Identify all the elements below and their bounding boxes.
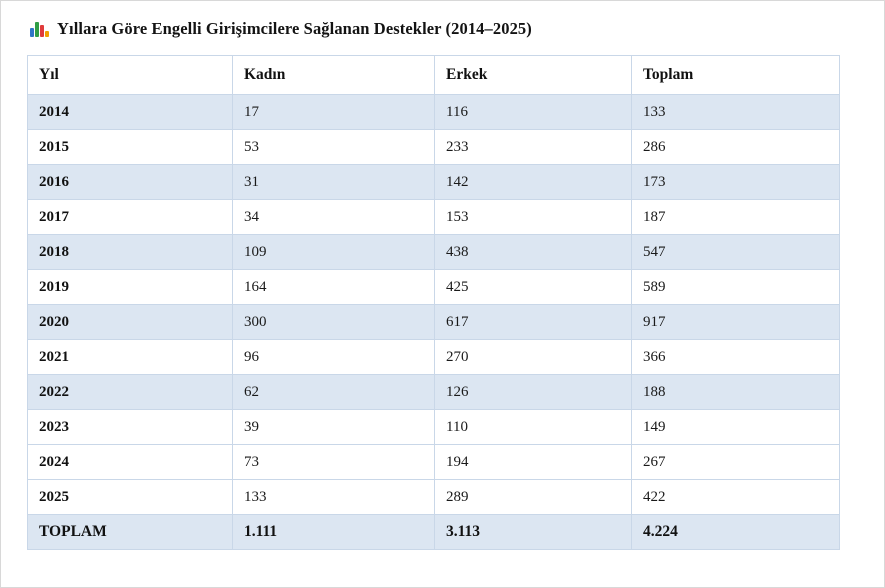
cell-year: 2019 bbox=[28, 270, 233, 305]
cell-women: 62 bbox=[233, 375, 435, 410]
cell-total: 589 bbox=[632, 270, 840, 305]
cell-year: 2022 bbox=[28, 375, 233, 410]
cell-total-men: 3.113 bbox=[435, 515, 632, 550]
cell-year: 2023 bbox=[28, 410, 233, 445]
cell-men: 194 bbox=[435, 445, 632, 480]
cell-women: 300 bbox=[233, 305, 435, 340]
table-row bbox=[28, 235, 840, 270]
cell-women: 133 bbox=[233, 480, 435, 515]
cell-men: 116 bbox=[435, 95, 632, 130]
cell-year: 2015 bbox=[28, 130, 233, 165]
supports-by-year-table bbox=[27, 55, 840, 550]
cell-total-label: TOPLAM bbox=[28, 515, 233, 550]
cell-year: 2017 bbox=[28, 200, 233, 235]
page-title bbox=[29, 19, 862, 39]
column-header-men: Erkek bbox=[435, 56, 632, 95]
cell-women: 96 bbox=[233, 340, 435, 375]
column-header-women: Kadın bbox=[233, 56, 435, 95]
table-row bbox=[28, 130, 840, 165]
cell-total: 133 bbox=[632, 95, 840, 130]
cell-men: 289 bbox=[435, 480, 632, 515]
cell-year: 2014 bbox=[28, 95, 233, 130]
cell-year: 2016 bbox=[28, 165, 233, 200]
cell-men: 425 bbox=[435, 270, 632, 305]
table-row bbox=[28, 165, 840, 200]
cell-total: 547 bbox=[632, 235, 840, 270]
cell-year: 2020 bbox=[28, 305, 233, 340]
cell-total: 267 bbox=[632, 445, 840, 480]
cell-men: 438 bbox=[435, 235, 632, 270]
cell-men: 110 bbox=[435, 410, 632, 445]
table-header bbox=[28, 56, 840, 95]
cell-year: 2018 bbox=[28, 235, 233, 270]
cell-total: 286 bbox=[632, 130, 840, 165]
table-header-row bbox=[28, 56, 840, 95]
cell-total-women: 1.111 bbox=[233, 515, 435, 550]
page-title-text: Yıllara Göre Engelli Girişimcilere Sağlanan Destekler (2014–2025) bbox=[57, 19, 532, 38]
cell-men: 270 bbox=[435, 340, 632, 375]
cell-total: 187 bbox=[632, 200, 840, 235]
table-body bbox=[28, 95, 840, 550]
table-row bbox=[28, 375, 840, 410]
cell-men: 142 bbox=[435, 165, 632, 200]
cell-women: 53 bbox=[233, 130, 435, 165]
cell-year: 2021 bbox=[28, 340, 233, 375]
column-header-year: Yıl bbox=[28, 56, 233, 95]
cell-women: 34 bbox=[233, 200, 435, 235]
table-row bbox=[28, 410, 840, 445]
cell-year: 2025 bbox=[28, 480, 233, 515]
table-row bbox=[28, 445, 840, 480]
table-total-row bbox=[28, 515, 840, 550]
cell-total: 366 bbox=[632, 340, 840, 375]
cell-year: 2024 bbox=[28, 445, 233, 480]
table-row bbox=[28, 270, 840, 305]
table-row bbox=[28, 340, 840, 375]
cell-women: 39 bbox=[233, 410, 435, 445]
cell-total: 188 bbox=[632, 375, 840, 410]
cell-total-total: 4.224 bbox=[632, 515, 840, 550]
cell-men: 126 bbox=[435, 375, 632, 410]
cell-women: 109 bbox=[233, 235, 435, 270]
cell-total: 917 bbox=[632, 305, 840, 340]
cell-men: 233 bbox=[435, 130, 632, 165]
table-row bbox=[28, 200, 840, 235]
bar-chart-icon bbox=[29, 20, 49, 38]
cell-women: 73 bbox=[233, 445, 435, 480]
cell-women: 164 bbox=[233, 270, 435, 305]
table-row bbox=[28, 305, 840, 340]
cell-men: 153 bbox=[435, 200, 632, 235]
cell-total: 173 bbox=[632, 165, 840, 200]
cell-total: 422 bbox=[632, 480, 840, 515]
column-header-total: Toplam bbox=[632, 56, 840, 95]
table-row bbox=[28, 480, 840, 515]
cell-men: 617 bbox=[435, 305, 632, 340]
table-row bbox=[28, 95, 840, 130]
cell-women: 31 bbox=[233, 165, 435, 200]
cell-women: 17 bbox=[233, 95, 435, 130]
cell-total: 149 bbox=[632, 410, 840, 445]
